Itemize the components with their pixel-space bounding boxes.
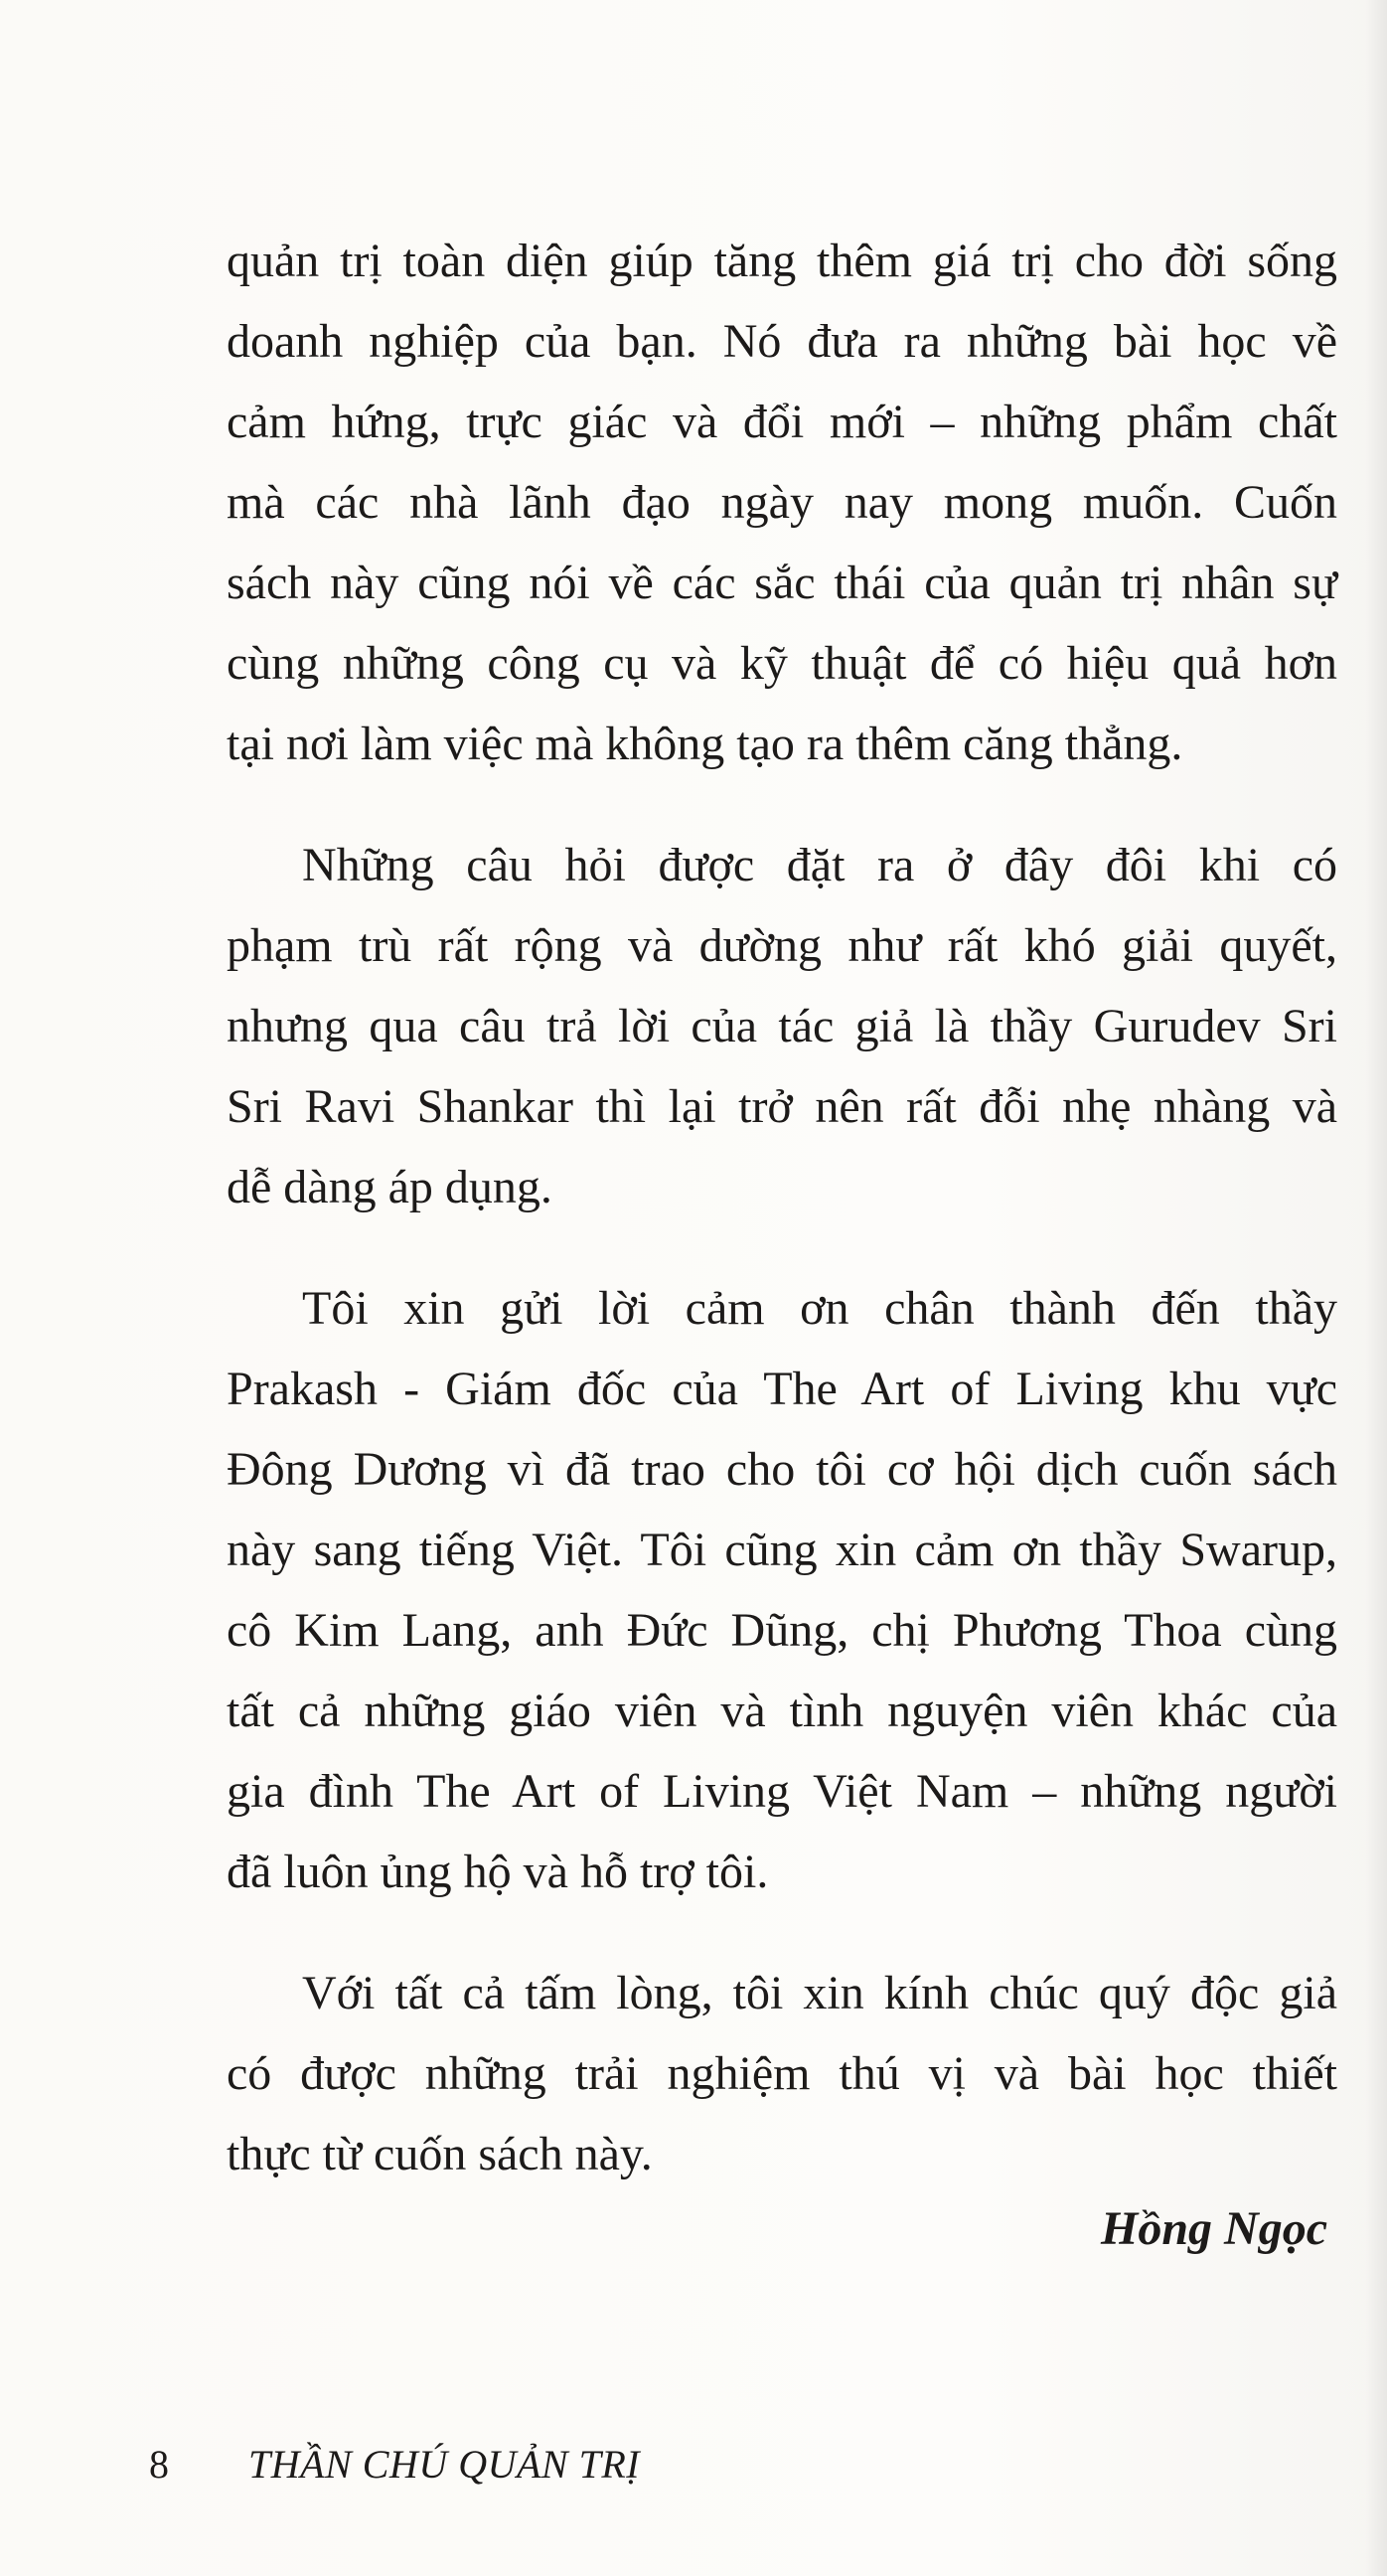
text-line: Đông Dương vì đã trao cho tôi cơ hội dịch cuốn sách (227, 1443, 1337, 1496)
text-line: gia đình The Art of Living Việt Nam – những người (227, 1765, 1337, 1818)
paragraph (227, 1268, 1337, 1912)
text-line: cô Kim Lang, anh Đức Dũng, chị Phương Thoa cùng (227, 1604, 1337, 1657)
page-footer (149, 2441, 640, 2488)
text-line: quản trị toàn diện giúp tăng thêm giá trị cho đời sống (227, 235, 1337, 287)
running-title: THẦN CHÚ QUẢN TRỊ (248, 2442, 641, 2487)
text-line: sách này cũng nói về các sắc thái của quản trị nhân sự (227, 557, 1337, 609)
text-line: có được những trải nghiệm thú vị và bài học thiết (227, 2047, 1337, 2100)
body-text (227, 221, 1337, 2194)
text-line: Sri Ravi Shankar thì lại trở nên rất đỗi nhẹ nhàng và (227, 1080, 1337, 1133)
text-line: phạm trù rất rộng và dường như rất khó giải quyết, (227, 919, 1337, 972)
paragraph (227, 825, 1337, 1227)
text-line: đã luôn ủng hộ và hỗ trợ tôi. (227, 1846, 769, 1898)
text-line: Tôi xin gửi lời cảm ơn chân thành đến thầy (302, 1282, 1337, 1335)
text-line: Prakash - Giám đốc của The Art of Living khu vực (227, 1363, 1337, 1415)
paragraph (227, 221, 1337, 784)
text-line: Với tất cả tấm lòng, tôi xin kính chúc quý độc giả (302, 1967, 1337, 2019)
text-line: cùng những công cụ và kỹ thuật để có hiệu quả hơn (227, 637, 1337, 690)
text-line: nhưng qua câu trả lời của tác giả là thầy Gurudev Sri (227, 1000, 1337, 1052)
text-line: Những câu hỏi được đặt ra ở đây đôi khi có (302, 839, 1337, 891)
text-line: doanh nghiệp của bạn. Nó đưa ra những bài học về (227, 315, 1337, 368)
translator-signature: Hồng Ngọc (1101, 2202, 1327, 2255)
text-line: dễ dàng áp dụng. (227, 1161, 552, 1213)
text-line: mà các nhà lãnh đạo ngày nay mong muốn. Cuốn (227, 476, 1337, 529)
text-line: này sang tiếng Việt. Tôi cũng xin cảm ơn thầy Swarup, (227, 1524, 1337, 1576)
text-line: tại nơi làm việc mà không tạo ra thêm căng thẳng. (227, 718, 1183, 770)
text-line: thực từ cuốn sách này. (227, 2128, 653, 2180)
text-line: tất cả những giáo viên và tình nguyện viên khác của (227, 1685, 1337, 1737)
page-edge-shadow (1365, 0, 1387, 2576)
page-number: 8 (149, 2442, 169, 2487)
text-line: cảm hứng, trực giác và đổi mới – những phẩm chất (227, 396, 1337, 448)
paragraph (227, 1953, 1337, 2194)
